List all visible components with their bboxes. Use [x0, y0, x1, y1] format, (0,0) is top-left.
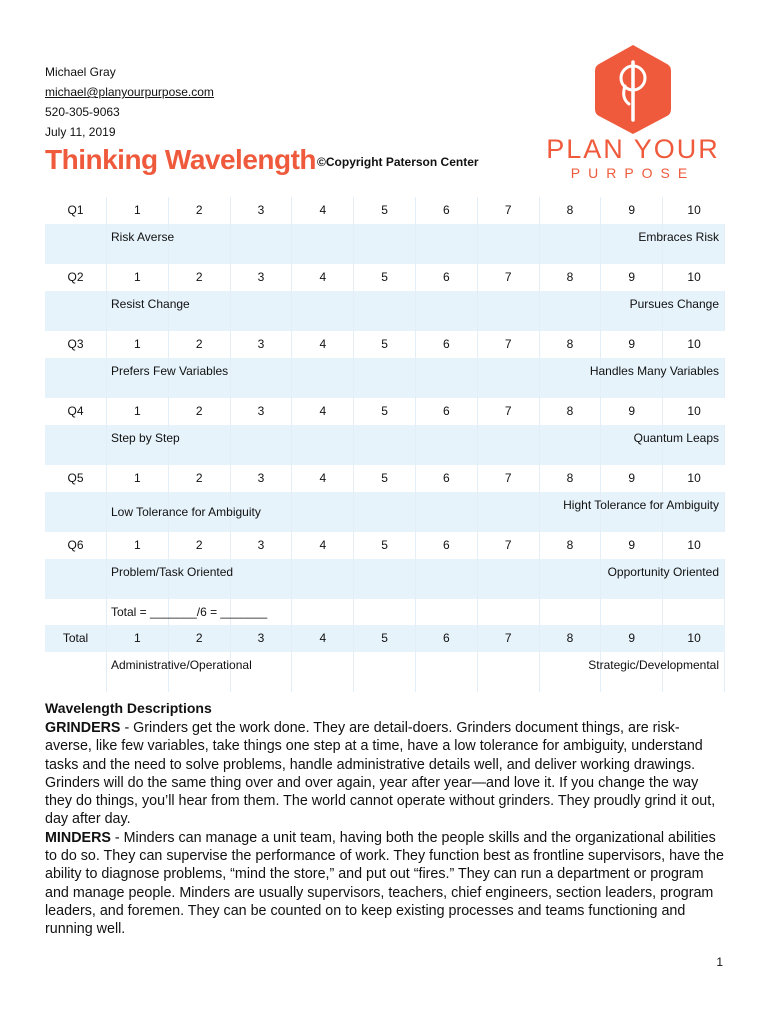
q4-right-label: Quantum Leaps [633, 431, 719, 445]
wavelength-descriptions [45, 698, 725, 939]
q1-right-label: Embraces Risk [638, 230, 719, 244]
scale-1[interactable]: 1 [107, 465, 169, 492]
scale-10[interactable]: 10 [687, 538, 701, 552]
q5-left-label: Low Tolerance for Ambiguity [111, 505, 261, 519]
q2-scale-row [45, 264, 725, 291]
q2-desc-row [45, 291, 725, 331]
total-desc-row [45, 652, 725, 692]
scale-3[interactable]: 3 [231, 197, 293, 224]
grinders-term: GRINDERS [45, 720, 121, 736]
scale-2[interactable]: 2 [169, 398, 231, 425]
scale-4[interactable]: 4 [292, 331, 354, 358]
scale-9[interactable]: 9 [601, 398, 663, 425]
descriptions-heading: Wavelength Descriptions [45, 700, 212, 716]
scale-2[interactable]: 2 [169, 264, 231, 291]
scale-2[interactable]: 2 [169, 197, 231, 224]
scale-10[interactable]: 10 [687, 404, 701, 418]
q6-desc-row [45, 559, 725, 599]
q1-scale-row [45, 197, 725, 224]
minders-paragraph [45, 829, 725, 939]
scale-9[interactable]: 9 [601, 197, 663, 224]
scale-7[interactable]: 7 [478, 532, 540, 559]
scale-4[interactable]: 4 [292, 197, 354, 224]
q4-desc-row [45, 425, 725, 465]
scale-10[interactable]: 10 [687, 270, 701, 284]
scale-9[interactable]: 9 [601, 264, 663, 291]
q6-scale-row [45, 532, 725, 559]
scale-6[interactable]: 6 [416, 465, 478, 492]
scale-5[interactable]: 5 [354, 465, 416, 492]
scale-5[interactable]: 5 [354, 197, 416, 224]
q5-right-label: Hight Tolerance for Ambiguity [563, 498, 719, 512]
logo-text-line1: PLAN YOUR [546, 134, 720, 164]
page-number: 1 [716, 955, 723, 969]
q2-right-label: Pursues Change [629, 297, 719, 311]
scale-6[interactable]: 6 [416, 331, 478, 358]
q5-desc-row [45, 492, 725, 532]
scale-4[interactable]: 4 [292, 532, 354, 559]
scale-10[interactable]: 10 [687, 631, 701, 645]
scale-3[interactable]: 3 [231, 532, 293, 559]
scale-2[interactable]: 2 [169, 331, 231, 358]
q6-right-label: Opportunity Oriented [607, 565, 719, 579]
contact-date: July 11, 2019 [45, 125, 116, 139]
scale-8[interactable]: 8 [540, 532, 602, 559]
scale-7[interactable]: 7 [478, 625, 540, 652]
scale-1[interactable]: 1 [107, 532, 169, 559]
q3-scale-row [45, 331, 725, 358]
scale-1[interactable]: 1 [107, 331, 169, 358]
scale-1[interactable]: 1 [107, 197, 169, 224]
scale-3[interactable]: 3 [231, 331, 293, 358]
scale-8[interactable]: 8 [540, 625, 602, 652]
total-right-label: Strategic/Developmental [588, 658, 719, 672]
scale-7[interactable]: 7 [478, 465, 540, 492]
scale-10[interactable]: 10 [687, 337, 701, 351]
scale-4[interactable]: 4 [292, 264, 354, 291]
scale-7[interactable]: 7 [478, 264, 540, 291]
q3-left-label: Prefers Few Variables [111, 364, 229, 378]
q2-label: Q2 [45, 264, 107, 291]
total-label: Total [45, 625, 107, 652]
contact-phone: 520-305-9063 [45, 105, 120, 119]
scale-4[interactable]: 4 [292, 625, 354, 652]
scale-9[interactable]: 9 [601, 465, 663, 492]
scale-7[interactable]: 7 [478, 398, 540, 425]
grinders-text: - Grinders get the work done. They are detail-doers. Grinders document things, are risk-averse, like few variables, take things one step at a time, have a low tolerance for ambiguity, understand tasks and the need to solve problems, handle administrative details well, and deliver working drawings. Grinders will do the same thing over and over again, year after year—and love it. If you change the way they do things, you’ll hear from them. The world cannot operate without grinders. They proudly grind it out, day after day. [45, 720, 716, 828]
scale-10[interactable]: 10 [687, 471, 701, 485]
scale-8[interactable]: 8 [540, 465, 602, 492]
q6-label: Q6 [45, 532, 107, 559]
q1-label: Q1 [45, 197, 107, 224]
q3-right-label: Handles Many Variables [589, 364, 719, 378]
scale-6[interactable]: 6 [416, 532, 478, 559]
scale-1[interactable]: 1 [107, 625, 169, 652]
contact-block [45, 62, 214, 142]
scale-6[interactable]: 6 [416, 625, 478, 652]
q6-left-label: Problem/Task Oriented [111, 565, 234, 579]
scale-7[interactable]: 7 [478, 331, 540, 358]
scale-2[interactable]: 2 [169, 465, 231, 492]
grinders-paragraph [45, 719, 725, 829]
total-scale-row [45, 625, 725, 652]
q3-desc-row [45, 358, 725, 398]
q4-scale-row [45, 398, 725, 425]
wavelength-grid [45, 197, 725, 692]
q2-left-label: Resist Change [111, 297, 190, 311]
scale-10[interactable]: 10 [687, 203, 701, 217]
scale-3[interactable]: 3 [231, 398, 293, 425]
logo-hexagon-icon [543, 42, 723, 134]
scale-1[interactable]: 1 [107, 398, 169, 425]
scale-8[interactable]: 8 [540, 197, 602, 224]
q4-label: Q4 [45, 398, 107, 425]
total-left-label: Administrative/Operational [111, 658, 252, 672]
scale-6[interactable]: 6 [416, 197, 478, 224]
q3-label: Q3 [45, 331, 107, 358]
scale-3[interactable]: 3 [231, 465, 293, 492]
contact-name: Michael Gray [45, 65, 116, 79]
scale-6[interactable]: 6 [416, 398, 478, 425]
plan-your-purpose-logo [543, 42, 723, 187]
q1-left-label: Risk Averse [111, 230, 175, 244]
scale-5[interactable]: 5 [354, 398, 416, 425]
scale-3[interactable]: 3 [231, 625, 293, 652]
scale-3[interactable]: 3 [231, 264, 293, 291]
scale-2[interactable]: 2 [169, 625, 231, 652]
scale-9[interactable]: 9 [601, 532, 663, 559]
scale-8[interactable]: 8 [540, 331, 602, 358]
minders-term: MINDERS [45, 829, 111, 846]
minders-text: - Minders can manage a unit team, having both the people skills and the organizational abilities to do so. They can supervise the performance of work. They function best as frontline supervisors, have the ability to diagnose problems, “mind the store,” and put out “fires.” They can run a department or program and manage people. Minders are usually supervisors, teachers, chief engineers, section leaders, program leaders, and foremen. They can be counted on to keep existing processes and teams functioning and running well. [45, 829, 724, 938]
q5-scale-row [45, 465, 725, 492]
scale-5[interactable]: 5 [354, 625, 416, 652]
contact-email[interactable]: michael@planyourpurpose.com [45, 85, 214, 99]
scale-4[interactable]: 4 [292, 398, 354, 425]
scale-8[interactable]: 8 [540, 264, 602, 291]
scale-7[interactable]: 7 [478, 197, 540, 224]
scale-5[interactable]: 5 [354, 331, 416, 358]
scale-5[interactable]: 5 [354, 264, 416, 291]
total-formula-row [45, 599, 725, 625]
logo-text-line2: PURPOSE [570, 165, 696, 181]
copyright-notice: ©Copyright Paterson Center [317, 155, 479, 169]
page-title: Thinking Wavelength [45, 144, 317, 175]
total-formula[interactable]: Total = _______/6 = _______ [111, 605, 268, 619]
q5-label: Q5 [45, 465, 107, 492]
scale-4[interactable]: 4 [292, 465, 354, 492]
scale-2[interactable]: 2 [169, 532, 231, 559]
scale-9[interactable]: 9 [601, 625, 663, 652]
scale-6[interactable]: 6 [416, 264, 478, 291]
q4-left-label: Step by Step [111, 431, 180, 445]
q1-desc-row [45, 224, 725, 264]
title-row [45, 143, 479, 177]
scale-9[interactable]: 9 [601, 331, 663, 358]
scale-5[interactable]: 5 [354, 532, 416, 559]
scale-8[interactable]: 8 [540, 398, 602, 425]
scale-1[interactable]: 1 [107, 264, 169, 291]
